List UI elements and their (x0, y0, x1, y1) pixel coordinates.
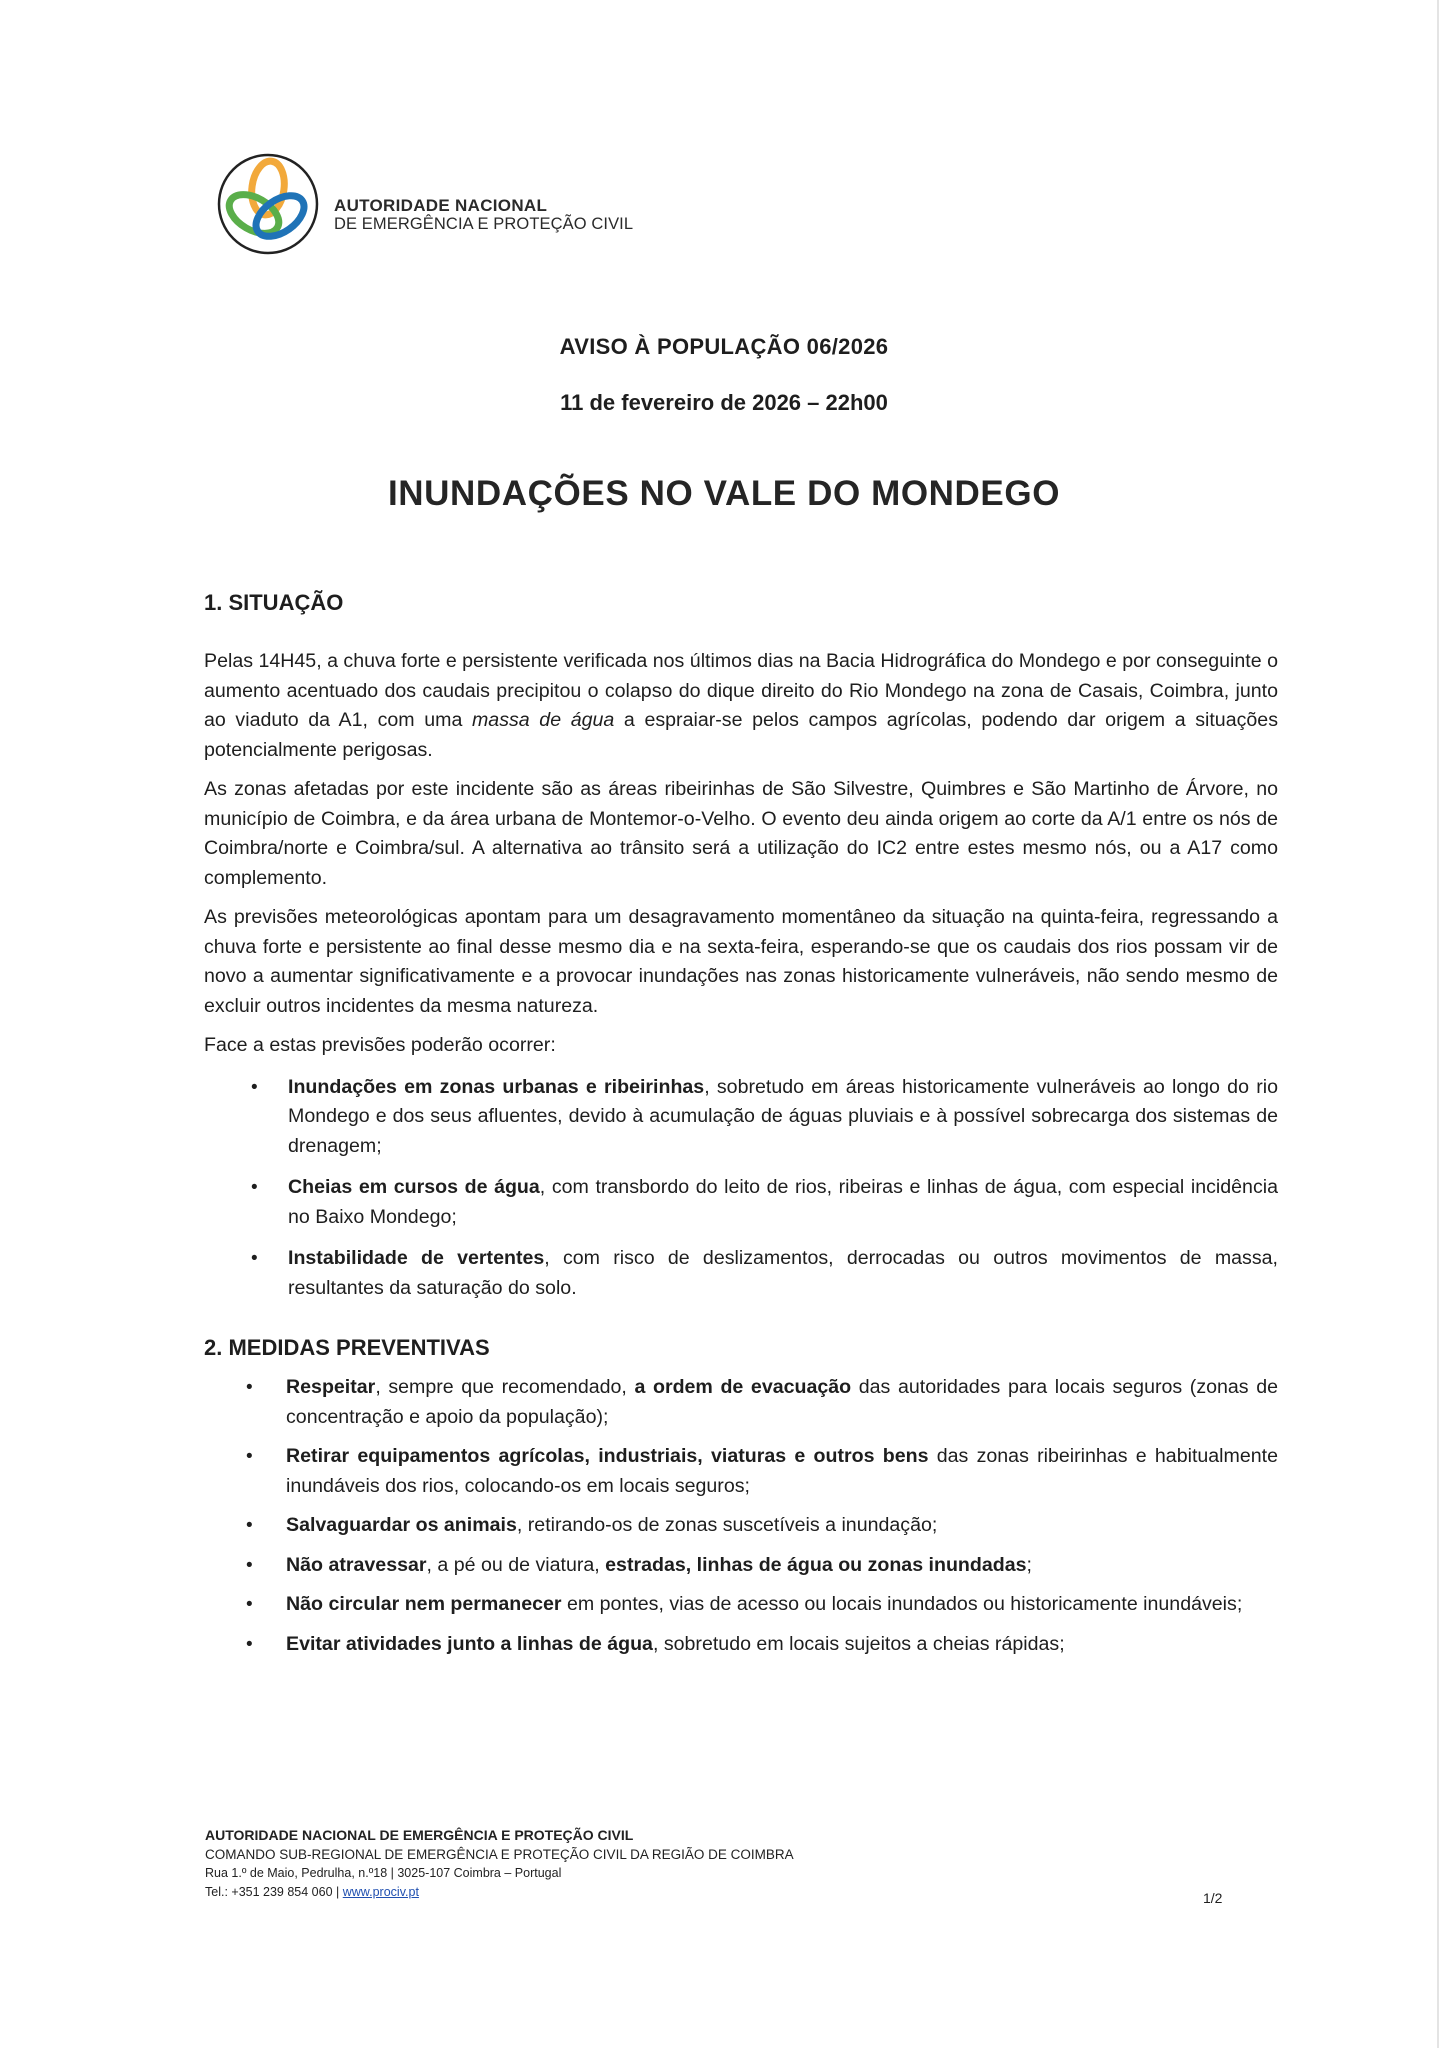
org-name-line2: DE EMERGÊNCIA E PROTEÇÃO CIVIL (334, 215, 634, 233)
list-item-bold: Não atravessar (286, 1553, 427, 1576)
paragraph-affected-zones: As zonas afetadas por este incidente são as áreas ribeirinhas de São Silvestre, Quimbres e São Martinho de Árvore, no município de Coimbra, e da área urbana de Montemor-o-Velho. O evento deu ainda origem ao corte da A/1 entre os nós de Coimbra/norte e Coimbra/sul. A alternativa ao trânsito será a utilização do IC2 entre estes mesmo nós, ou a A17 como complemento. (204, 778, 1278, 889)
section-heading-medidas: 2. MEDIDAS PREVENTIVAS (204, 1335, 490, 1360)
list-item-bold: Instabilidade de vertentes (288, 1247, 545, 1269)
list-item-text: , sobretudo em áreas historicamente vulneráveis ao longo do rio Mondego e dos seus afluentes, devido à acumulação de águas pluviais e à possível sobrecarga dos sistemas de drenagem; (288, 1075, 1278, 1157)
anepc-logo-icon (216, 152, 320, 256)
paragraph-intro-risks: Face a estas previsões poderão ocorrer: (204, 1034, 556, 1056)
list-item (204, 1551, 1278, 1581)
list-item (204, 1442, 1278, 1501)
list-item-text: , com risco de deslizamentos, derrocadas ou outros movimentos de massa, resultantes da saturação do solo. (288, 1247, 1278, 1299)
org-name (334, 196, 633, 234)
page-number: 1/2 (1203, 1890, 1223, 1906)
list-item (204, 1244, 1278, 1303)
list-item (204, 1173, 1278, 1232)
list-item-bold: Retirar equipamentos agrícolas, industriais, viaturas e outros bens (286, 1445, 929, 1467)
paragraph-forecast: As previsões meteorológicas apontam para um desagravamento momentâneo da situação na quinta-feira, regressando a chuva forte e persistente ao final desse mesmo dia e na sexta-feira, esperando-se que os caudais dos rios possam vir de novo a aumentar significativamente e a provocar inundações nas zonas historicamente vulneráveis, não sendo mesmo de excluir outros incidentes da mesma natureza. (204, 906, 1278, 1017)
list-item-text: , sempre que recomendado, (375, 1376, 635, 1398)
list-item-text: ; (1026, 1553, 1032, 1576)
list-item-bold: Respeitar (286, 1376, 376, 1398)
org-name-line1: AUTORIDADE NACIONAL (334, 196, 548, 215)
document-body (204, 588, 1278, 1659)
list-item-text: das zonas ribeirinhas e habitualmente inundáveis dos rios, colocando-os em locais seguros; (286, 1445, 1278, 1497)
list-item-text: das autoridades para locais seguros (zonas de concentração e apoio da população); (286, 1376, 1278, 1428)
footer-org: AUTORIDADE NACIONAL DE EMERGÊNCIA E PROTEÇÃO CIVIL (205, 1827, 634, 1843)
list-item-text: em pontes, vias de acesso ou locais inundados ou historicamente inundáveis; (561, 1593, 1243, 1615)
list-item-bold: a ordem de evacuação (634, 1376, 852, 1398)
list-item-bold: Evitar atividades junto a linhas de água (286, 1632, 653, 1655)
footer-phone: Tel.: +351 239 854 060 | (205, 1885, 343, 1899)
footer-address: Rua 1.º de Maio, Pedrulha, n.º18 | 3025-107 Coimbra – Portugal (205, 1866, 562, 1880)
page-title: INUNDAÇÕES NO VALE DO MONDEGO (387, 474, 1061, 513)
list-item-bold: estradas, linhas de água ou zonas inundadas (605, 1553, 1027, 1576)
paragraph-emphasis: massa de água (471, 709, 615, 731)
list-item-bold: Salvaguardar os animais (286, 1514, 517, 1536)
paragraph-text: Pelas 14H45, a chuva forte e persistente verificada nos últimos dias na Bacia Hidrográfica do Mondego e por conseguinte o aumento acentuado dos caudais precipitou o colapso do dique direito do Rio Mondego na zona de Casais, Coimbra, junto ao viaduto da A1, com uma (204, 650, 1278, 731)
notice-number: AVISO À POPULAÇÃO 06/2026 (559, 334, 889, 359)
website-link[interactable]: www.prociv.pt (342, 1885, 419, 1899)
measures-list (204, 1373, 1278, 1659)
list-item-text: , a pé ou de viatura, (426, 1553, 606, 1576)
section-heading-situacao: 1. SITUAÇÃO (204, 590, 344, 615)
footer (205, 1826, 794, 1902)
list-item-bold: Inundações em zonas urbanas e ribeirinhas (288, 1075, 705, 1098)
list-item (204, 1073, 1278, 1162)
list-item-bold: Cheias em cursos de água (288, 1176, 540, 1198)
list-item-text: , sobretudo em locais sujeitos a cheias rápidas; (652, 1632, 1065, 1655)
risks-list (204, 1073, 1278, 1304)
list-item (204, 1373, 1278, 1432)
paragraph-text: a espraiar-se pelos campos agrícolas, podendo dar origem a situações potencialmente perigosas. (204, 709, 1278, 761)
footer-command: COMANDO SUB-REGIONAL DE EMERGÊNCIA E PROTEÇÃO CIVIL DA REGIÃO DE COIMBRA (205, 1847, 794, 1862)
page-edge-divider (1437, 0, 1439, 2048)
list-item-bold: Não circular nem permanecer (286, 1593, 562, 1615)
footer-contact (205, 1883, 794, 1902)
header-logo-block (216, 152, 633, 256)
list-item-text: , com transbordo do leito de rios, ribeiras e linhas de água, com especial incidência no Baixo Mondego; (288, 1176, 1278, 1228)
list-item (204, 1630, 1278, 1660)
list-item (204, 1511, 1278, 1541)
list-item-text: , retirando-os de zonas suscetíveis a inundação; (516, 1514, 938, 1536)
list-item (204, 1590, 1278, 1620)
notice-datetime: 11 de fevereiro de 2026 – 22h00 (560, 390, 888, 415)
paragraph-situation (204, 647, 1278, 765)
